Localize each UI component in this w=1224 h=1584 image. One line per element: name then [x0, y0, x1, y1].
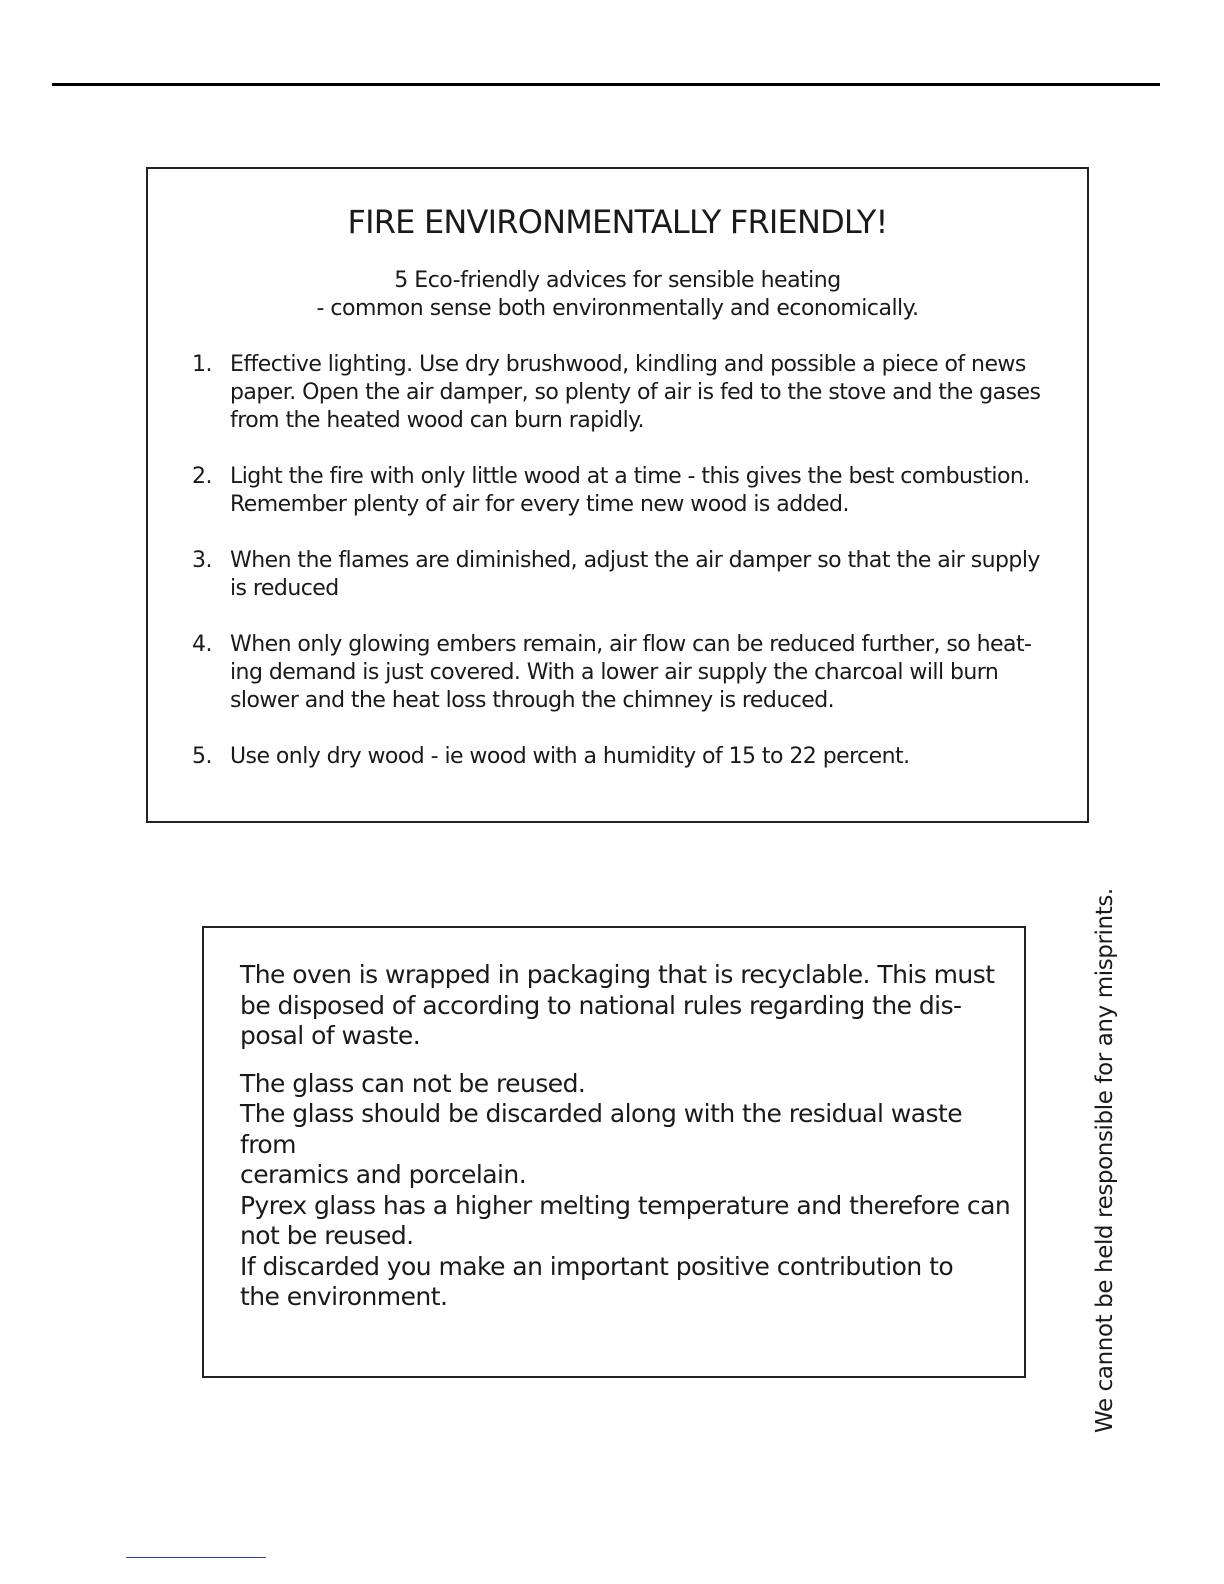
bottom-link-underline [126, 1557, 266, 1558]
waste-line: The glass can not be reused. [240, 1068, 586, 1098]
advice-line: Effective lighting. Use dry brushwood, kindling and possible a piece of news [230, 352, 1026, 377]
waste-disposal-text [240, 960, 1010, 1313]
advice-line: Remember plenty of air for every time new wood is added. [230, 492, 849, 517]
advice-line: is reduced [230, 576, 339, 601]
advice-line: Light the fire with only little wood at a time - this gives the best combustion. [230, 464, 1030, 489]
advice-line: When only glowing embers remain, air flow can be reduced further, so heat- [230, 632, 1032, 657]
advice-number: 3. [192, 548, 212, 573]
advice-line: paper. Open the air damper, so plenty of air is fed to the stove and the gases [230, 380, 1041, 405]
advice-item-2 [192, 463, 1072, 519]
waste-line: If discarded you make an important positive contribution to [240, 1251, 954, 1281]
waste-line: not be reused. [240, 1221, 414, 1250]
waste-line: the environment. [240, 1282, 448, 1311]
advice-line: from the heated wood can burn rapidly. [230, 408, 644, 433]
advice-item-1 [192, 351, 1072, 435]
waste-line: The oven is wrapped in packaging that is recyclable. This must [240, 960, 995, 989]
advice-list [192, 351, 1072, 799]
advice-line: slower and the heat loss through the chimney is reduced. [230, 688, 835, 713]
advice-number: 1. [192, 352, 212, 377]
waste-line: Pyrex glass has a higher melting temperature and therefore can [240, 1190, 1011, 1220]
eco-advice-box [146, 167, 1089, 823]
advice-number: 2. [192, 464, 212, 489]
advice-item-3 [192, 547, 1072, 603]
advice-item-5 [192, 743, 1072, 771]
waste-line: The glass should be discarded along with the residual waste [240, 1099, 963, 1128]
advice-line: ing demand is just covered. With a lower air supply the charcoal will burn [230, 660, 999, 685]
waste-line: ceramics and porcelain. [240, 1160, 527, 1189]
waste-disposal-box [202, 926, 1026, 1378]
eco-subtitle-line: 5 Eco-friendly advices for sensible heating [394, 268, 841, 293]
eco-subtitle-line: - common sense both environmentally and economically. [316, 296, 919, 321]
top-rule [52, 83, 1160, 86]
eco-title: FIRE ENVIRONMENTALLY FRIENDLY! [347, 203, 888, 241]
waste-line: from [240, 1129, 296, 1159]
advice-number: 4. [192, 632, 212, 657]
advice-item-4 [192, 631, 1072, 715]
waste-line: be disposed of according to national rules regarding the dis- [240, 990, 962, 1020]
eco-subtitle [148, 267, 1087, 323]
advice-line: When the flames are diminished, adjust the air damper so that the air supply [230, 548, 1040, 573]
advice-number: 5. [192, 744, 212, 769]
advice-line: Use only dry wood - ie wood with a humidity of 15 to 22 percent. [230, 744, 910, 769]
waste-line: posal of waste. [240, 1021, 421, 1050]
side-disclaimer: We cannot be held responsible for any misprints. [1092, 888, 1118, 1433]
paragraph-gap [240, 1052, 1010, 1069]
